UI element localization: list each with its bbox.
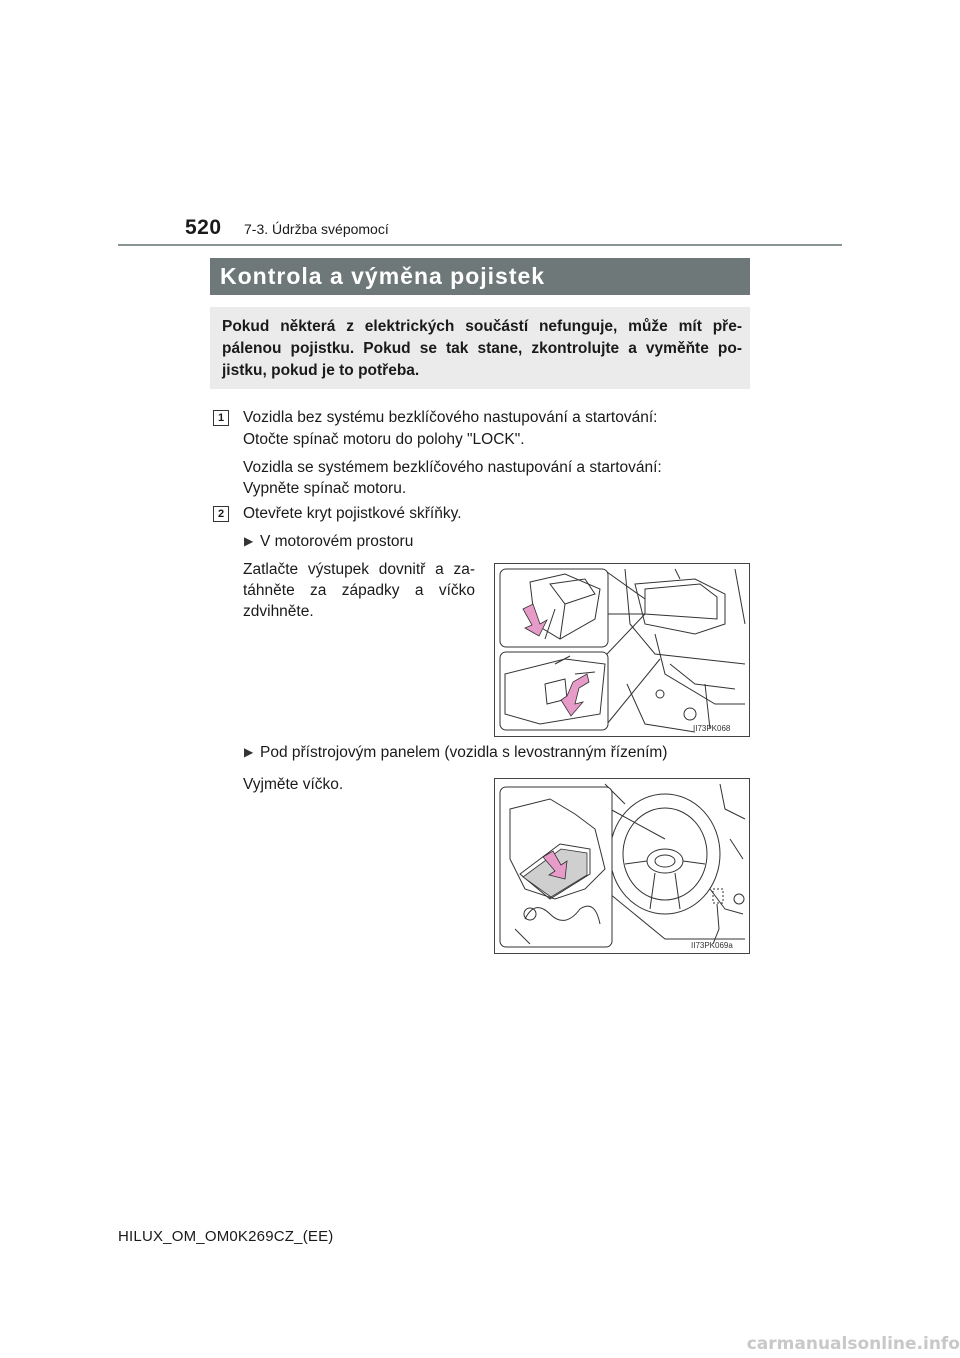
step-1-line-3: Vozidla se systémem bezklíčového nastupování a startování: bbox=[243, 459, 662, 476]
engine-fuse-box-illustration bbox=[494, 563, 750, 737]
watermark-text: carmanualsonline.info bbox=[746, 1334, 960, 1354]
engine-compartment-drawing bbox=[495, 564, 749, 736]
section-title: Kontrola a výměna pojistek bbox=[220, 263, 546, 289]
step-number-2: 2 bbox=[213, 506, 229, 522]
step-2-line-1: Otevřete kryt pojistkové skříňky. bbox=[243, 505, 462, 522]
subitem-2-text: Vyjměte víčko. bbox=[243, 776, 344, 793]
step-1-line-2: Otočte spínač motoru do polohy "LOCK". bbox=[243, 431, 525, 448]
subitem-2-heading: Pod přístrojovým panelem (vozidla s levostranným řízením) bbox=[260, 744, 668, 761]
intro-box bbox=[210, 307, 750, 389]
bullet-arrow-icon: ▶ bbox=[244, 534, 254, 548]
subitem-1-heading: V motorovém prostoru bbox=[260, 533, 414, 550]
header-divider bbox=[118, 244, 842, 246]
section-title-bar bbox=[210, 258, 750, 295]
step-1-line-1: Vozidla bez systému bezklíčového nastupování a startování: bbox=[243, 409, 658, 426]
dashboard-drawing bbox=[495, 779, 749, 953]
bullet-arrow-icon: ▶ bbox=[244, 745, 254, 759]
figure-code-1: II73PK068 bbox=[693, 724, 731, 733]
page-number: 520 bbox=[185, 216, 222, 239]
figure-code-2: II73PK069a bbox=[691, 941, 733, 950]
subitem-1-text: Zatlačte výstupek dovnitř a za-táhněte za západky a víčko zdvihněte. bbox=[243, 561, 475, 620]
intro-text: Pokud některá z elektrických součástí nefunguje, může mít pře-pálenou pojistku. Pokud se tak stane, zkontrolujte a vyměňte po-jistku, pokud je to potřeba. bbox=[222, 318, 742, 379]
dashboard-fuse-box-illustration bbox=[494, 778, 750, 954]
section-label: 7-3. Údržba svépomocí bbox=[244, 221, 389, 237]
document-code-footer: HILUX_OM_OM0K269CZ_(EE) bbox=[118, 1228, 334, 1245]
step-1-line-4: Vypněte spínač motoru. bbox=[243, 480, 407, 497]
step-number-1: 1 bbox=[213, 410, 229, 426]
